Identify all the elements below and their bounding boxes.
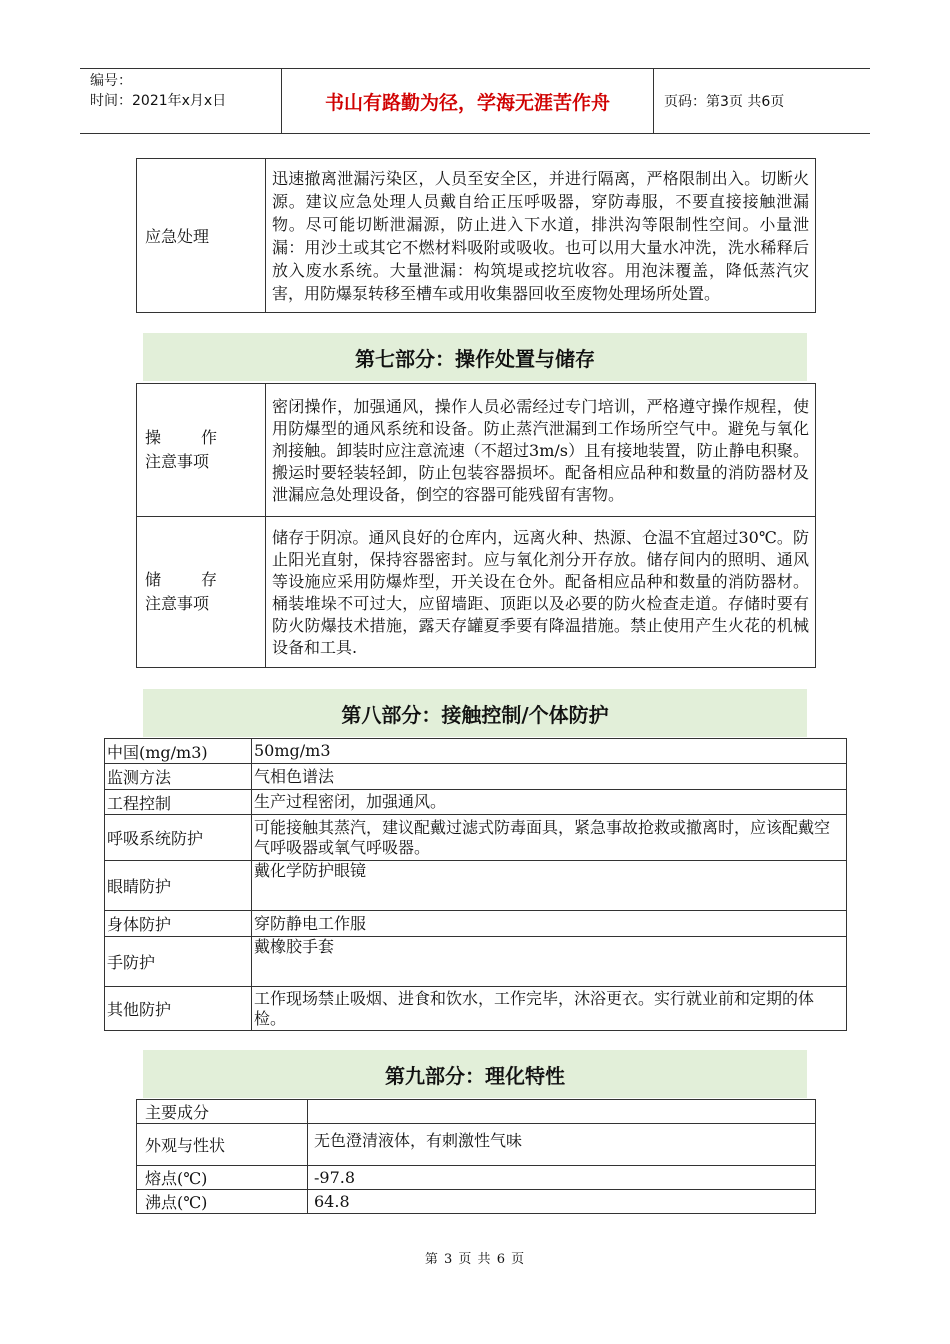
- page-header: [80, 68, 870, 134]
- serial-number-label: 编号：: [90, 73, 132, 89]
- boiling-point-label: 沸点(℃): [137, 1190, 308, 1214]
- handling-label-char1: 操: [145, 428, 162, 447]
- appearance-value: 无色澄清液体，有刺激性气味: [308, 1124, 816, 1166]
- section8-table: [104, 738, 847, 1031]
- table-row: [137, 1190, 816, 1214]
- table-row: [105, 987, 847, 1031]
- table-row: [137, 1166, 816, 1190]
- handling-label-char2: 作: [200, 428, 217, 447]
- storage-text: 储存于阴凉。通风良好的仓库内，远离火种、热源、仓温不宜超过30℃。防止阳光直射，保持容器密封。应与氧化剂分开存放。储存间内的照明、通风等设施应采用防爆炸型，开关设在仓外。配备相应品种和数量的消防器材。桶装堆垛不可过大，应留墙距、顶距以及必要的防火检查走道。存储时要有防火防爆技术措施，露天存罐夏季要有降温措施。禁止使用产生火花的机械设备和工具.: [266, 517, 816, 668]
- handling-label: [137, 384, 266, 517]
- melting-point-label: 熔点(℃): [137, 1166, 308, 1190]
- table-row: [137, 517, 816, 668]
- body-protection-value: 穿防静电工作服: [252, 911, 847, 937]
- eye-protection-value: 戴化学防护眼镜: [252, 861, 847, 911]
- section9-table: [136, 1099, 816, 1214]
- section7-title: 第七部分：操作处置与储存: [143, 333, 807, 381]
- section7-table: [136, 383, 816, 668]
- other-protection-value: 工作现场禁止吸烟、进食和饮水，工作完毕，沐浴更衣。实行就业前和定期的体检。: [252, 987, 847, 1031]
- section9-title: 第九部分：理化特性: [143, 1050, 807, 1098]
- engineering-control-value: 生产过程密闭，加强通风。: [252, 790, 847, 815]
- emergency-table: [136, 158, 816, 313]
- handling-text: 密闭操作，加强通风，操作人员必需经过专门培训，严格遵守操作规程，使用防爆型的通风系统和设备。防止蒸汽泄漏到工作场所空气中。避免与氧化剂接触。卸装时应注意流速（不超过3m/s）且有接地装置，防止静电积聚。搬运时要轻装轻卸，防止包装容器损坏。配备相应品种和数量的消防器材及泄漏应急处理设备，倒空的容器可能残留有害物。: [266, 384, 816, 517]
- monitoring-method-value: 气相色谱法: [252, 764, 847, 790]
- table-row: [105, 790, 847, 815]
- table-row: [137, 159, 816, 313]
- header-motto: 书山有路勤为径，学海无涯苦作舟: [282, 69, 654, 133]
- storage-label: [137, 517, 266, 668]
- table-row: [105, 861, 847, 911]
- table-row: [105, 764, 847, 790]
- exposure-limit-label: 中国(mg/m3): [105, 739, 252, 764]
- table-row: [137, 384, 816, 517]
- handling-label-sub: 注意事项: [145, 452, 210, 471]
- body-protection-label: 身体防护: [105, 911, 252, 937]
- storage-label-sub: 注意事项: [145, 594, 210, 613]
- emergency-text: 迅速撤离泄漏污染区，人员至安全区，并进行隔离，严格限制出入。切断火源。建议应急处理人员戴自给正压呼吸器，穿防毒服，不要直接接触泄漏物。尽可能切断泄漏源，防止进入下水道，排洪沟等限制性空间。小量泄漏：用沙土或其它不燃材料吸附或吸收。也可以用大量水冲洗，洗水稀释后放入废水系统。大量泄漏：构筑堤或挖坑收容。用泡沫覆盖，降低蒸汽灾害，用防爆泵转移至槽车或用收集器回收至废物处理场所处置。: [266, 159, 816, 313]
- engineering-control-label: 工程控制: [105, 790, 252, 815]
- eye-protection-label: 眼睛防护: [105, 861, 252, 911]
- table-row: [105, 815, 847, 861]
- main-component-label: 主要成分: [137, 1100, 308, 1124]
- emergency-label: 应急处理: [137, 159, 266, 313]
- monitoring-method-label: 监测方法: [105, 764, 252, 790]
- boiling-point-value: 64.8: [308, 1190, 816, 1214]
- hand-protection-label: 手防护: [105, 937, 252, 987]
- melting-point-value: -97.8: [308, 1166, 816, 1190]
- date-label: 时间：2021年x月x日: [90, 93, 227, 109]
- table-row: [105, 911, 847, 937]
- page-footer: 第 3 页 共 6 页: [424, 1252, 526, 1267]
- storage-label-char2: 存: [200, 570, 217, 589]
- appearance-label: 外观与性状: [137, 1124, 308, 1166]
- exposure-limit-value: 50mg/m3: [252, 739, 847, 764]
- storage-label-char1: 储: [145, 570, 162, 589]
- header-page-info: 页码：第3页 共6页: [664, 94, 785, 110]
- other-protection-label: 其他防护: [105, 987, 252, 1031]
- table-row: [137, 1124, 816, 1166]
- respiratory-protection-label: 呼吸系统防护: [105, 815, 252, 861]
- respiratory-protection-value: 可能接触其蒸汽，建议配戴过滤式防毒面具，紧急事故抢救或撤离时，应该配戴空气呼吸器或氧气呼吸器。: [252, 815, 847, 861]
- header-meta: [80, 69, 282, 133]
- table-row: [137, 1100, 816, 1124]
- hand-protection-value: 戴橡胶手套: [252, 937, 847, 987]
- table-row: [105, 937, 847, 987]
- section8-title: 第八部分：接触控制/个体防护: [143, 689, 807, 737]
- main-component-value: [308, 1100, 816, 1124]
- table-row: [105, 739, 847, 764]
